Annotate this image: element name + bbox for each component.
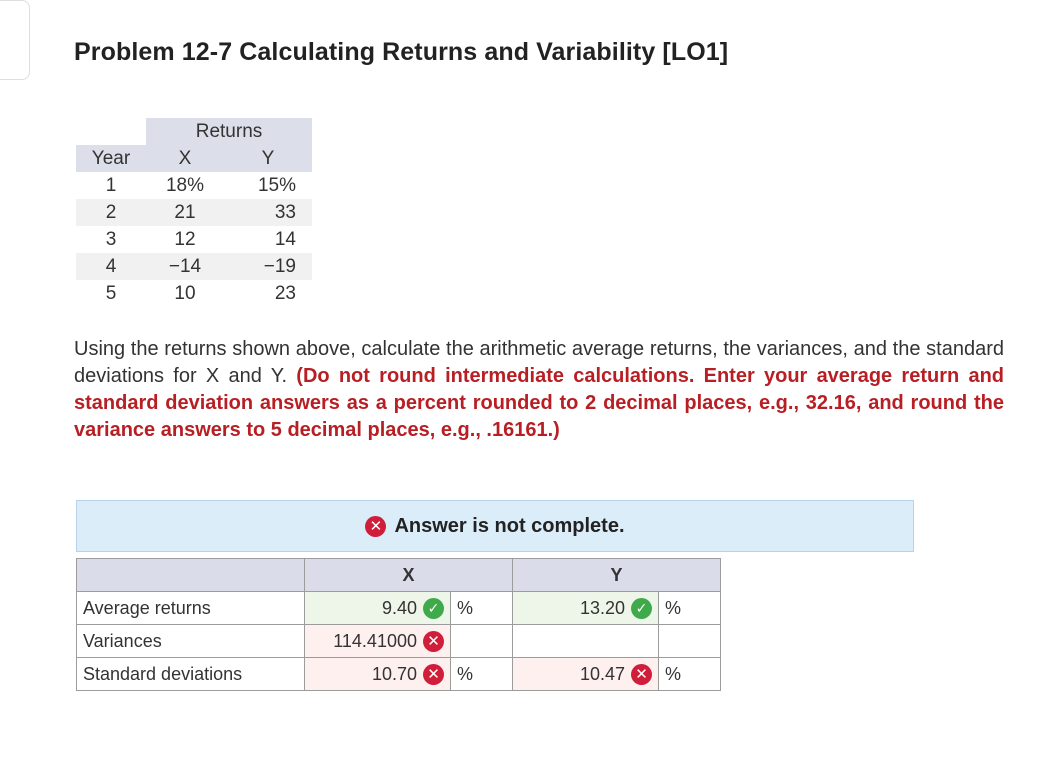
answer-table (76, 558, 721, 691)
returns-group-header-row (76, 118, 312, 145)
x-return-cell: 18% (165, 174, 205, 196)
average-return-y-input[interactable]: 13.20 ✓ (513, 592, 659, 625)
y-return-cell: −19 (224, 253, 312, 280)
page-title: Problem 12-7 Calculating Returns and Variability [LO1] (74, 38, 729, 66)
answer-header-row (77, 559, 721, 592)
returns-group-header: Returns (146, 118, 312, 145)
answer-row-variances (77, 625, 721, 658)
table-row (76, 172, 312, 199)
answer-col-header-x: X (305, 559, 513, 592)
std-dev-x-input[interactable]: 10.70 ✕ (305, 658, 451, 691)
col-header-year: Year (76, 145, 146, 172)
year-cell: 4 (76, 253, 146, 280)
x-return-cell: 10 (174, 282, 196, 304)
variance-x-input[interactable]: 114.41000 ✕ (305, 625, 451, 658)
side-panel-tab[interactable] (0, 0, 30, 80)
x-return-cell: 12 (174, 228, 196, 250)
year-cell: 5 (105, 282, 117, 304)
col-header-y: Y (224, 145, 312, 172)
x-return-cell: −14 (146, 253, 224, 280)
y-return-cell: 23 (274, 282, 296, 304)
returns-column-header-row (76, 145, 312, 172)
row-label: Average returns (77, 592, 305, 625)
unit-label: % (451, 658, 513, 691)
variance-y-input[interactable] (513, 625, 659, 658)
unit-label: % (659, 592, 721, 625)
year-cell: 2 (76, 199, 146, 226)
answer-row-standard-deviations (77, 658, 721, 691)
x-circle-icon: ✕ (423, 664, 444, 685)
row-label: Variances (77, 625, 305, 658)
year-cell: 1 (105, 174, 117, 196)
std-dev-y-input[interactable]: 10.47 ✕ (513, 658, 659, 691)
average-return-x-input[interactable]: 9.40 ✓ (305, 592, 451, 625)
instructions-text (74, 336, 1004, 444)
unit-label (659, 625, 721, 658)
x-circle-icon: ✕ (365, 516, 386, 537)
check-circle-icon: ✓ (423, 598, 444, 619)
table-row (76, 226, 312, 253)
y-return-cell: 33 (224, 199, 312, 226)
answer-status-banner (76, 500, 914, 552)
unit-label: % (659, 658, 721, 691)
answer-col-header-y: Y (513, 559, 721, 592)
x-circle-icon: ✕ (631, 664, 652, 685)
answer-status-text: Answer is not complete. (394, 514, 625, 537)
check-circle-icon: ✓ (631, 598, 652, 619)
instructions-rounding-note: (Do not round intermediate calculations. Enter your average return and standard deviation answers as a percent rounded to 2 decimal places, e.g., 32.16, and round the variance answers to 5 decimal places, e.g., .16161.) (74, 365, 1004, 441)
answer-row-average-returns (77, 592, 721, 625)
row-label: Standard deviations (77, 658, 305, 691)
y-return-cell: 14 (274, 228, 296, 250)
table-row (76, 253, 312, 280)
unit-label: % (451, 592, 513, 625)
year-cell: 3 (105, 228, 117, 250)
table-row (76, 280, 312, 307)
x-circle-icon: ✕ (423, 631, 444, 652)
returns-table (76, 118, 312, 307)
x-return-cell: 21 (146, 199, 224, 226)
unit-label (451, 625, 513, 658)
instructions-plain: Using the returns shown above, calculate the arithmetic average returns, the variances, and the standard deviations for X and Y. (74, 338, 1004, 387)
y-return-cell: 15% (257, 174, 296, 196)
col-header-x: X (146, 145, 224, 172)
table-row (76, 199, 312, 226)
